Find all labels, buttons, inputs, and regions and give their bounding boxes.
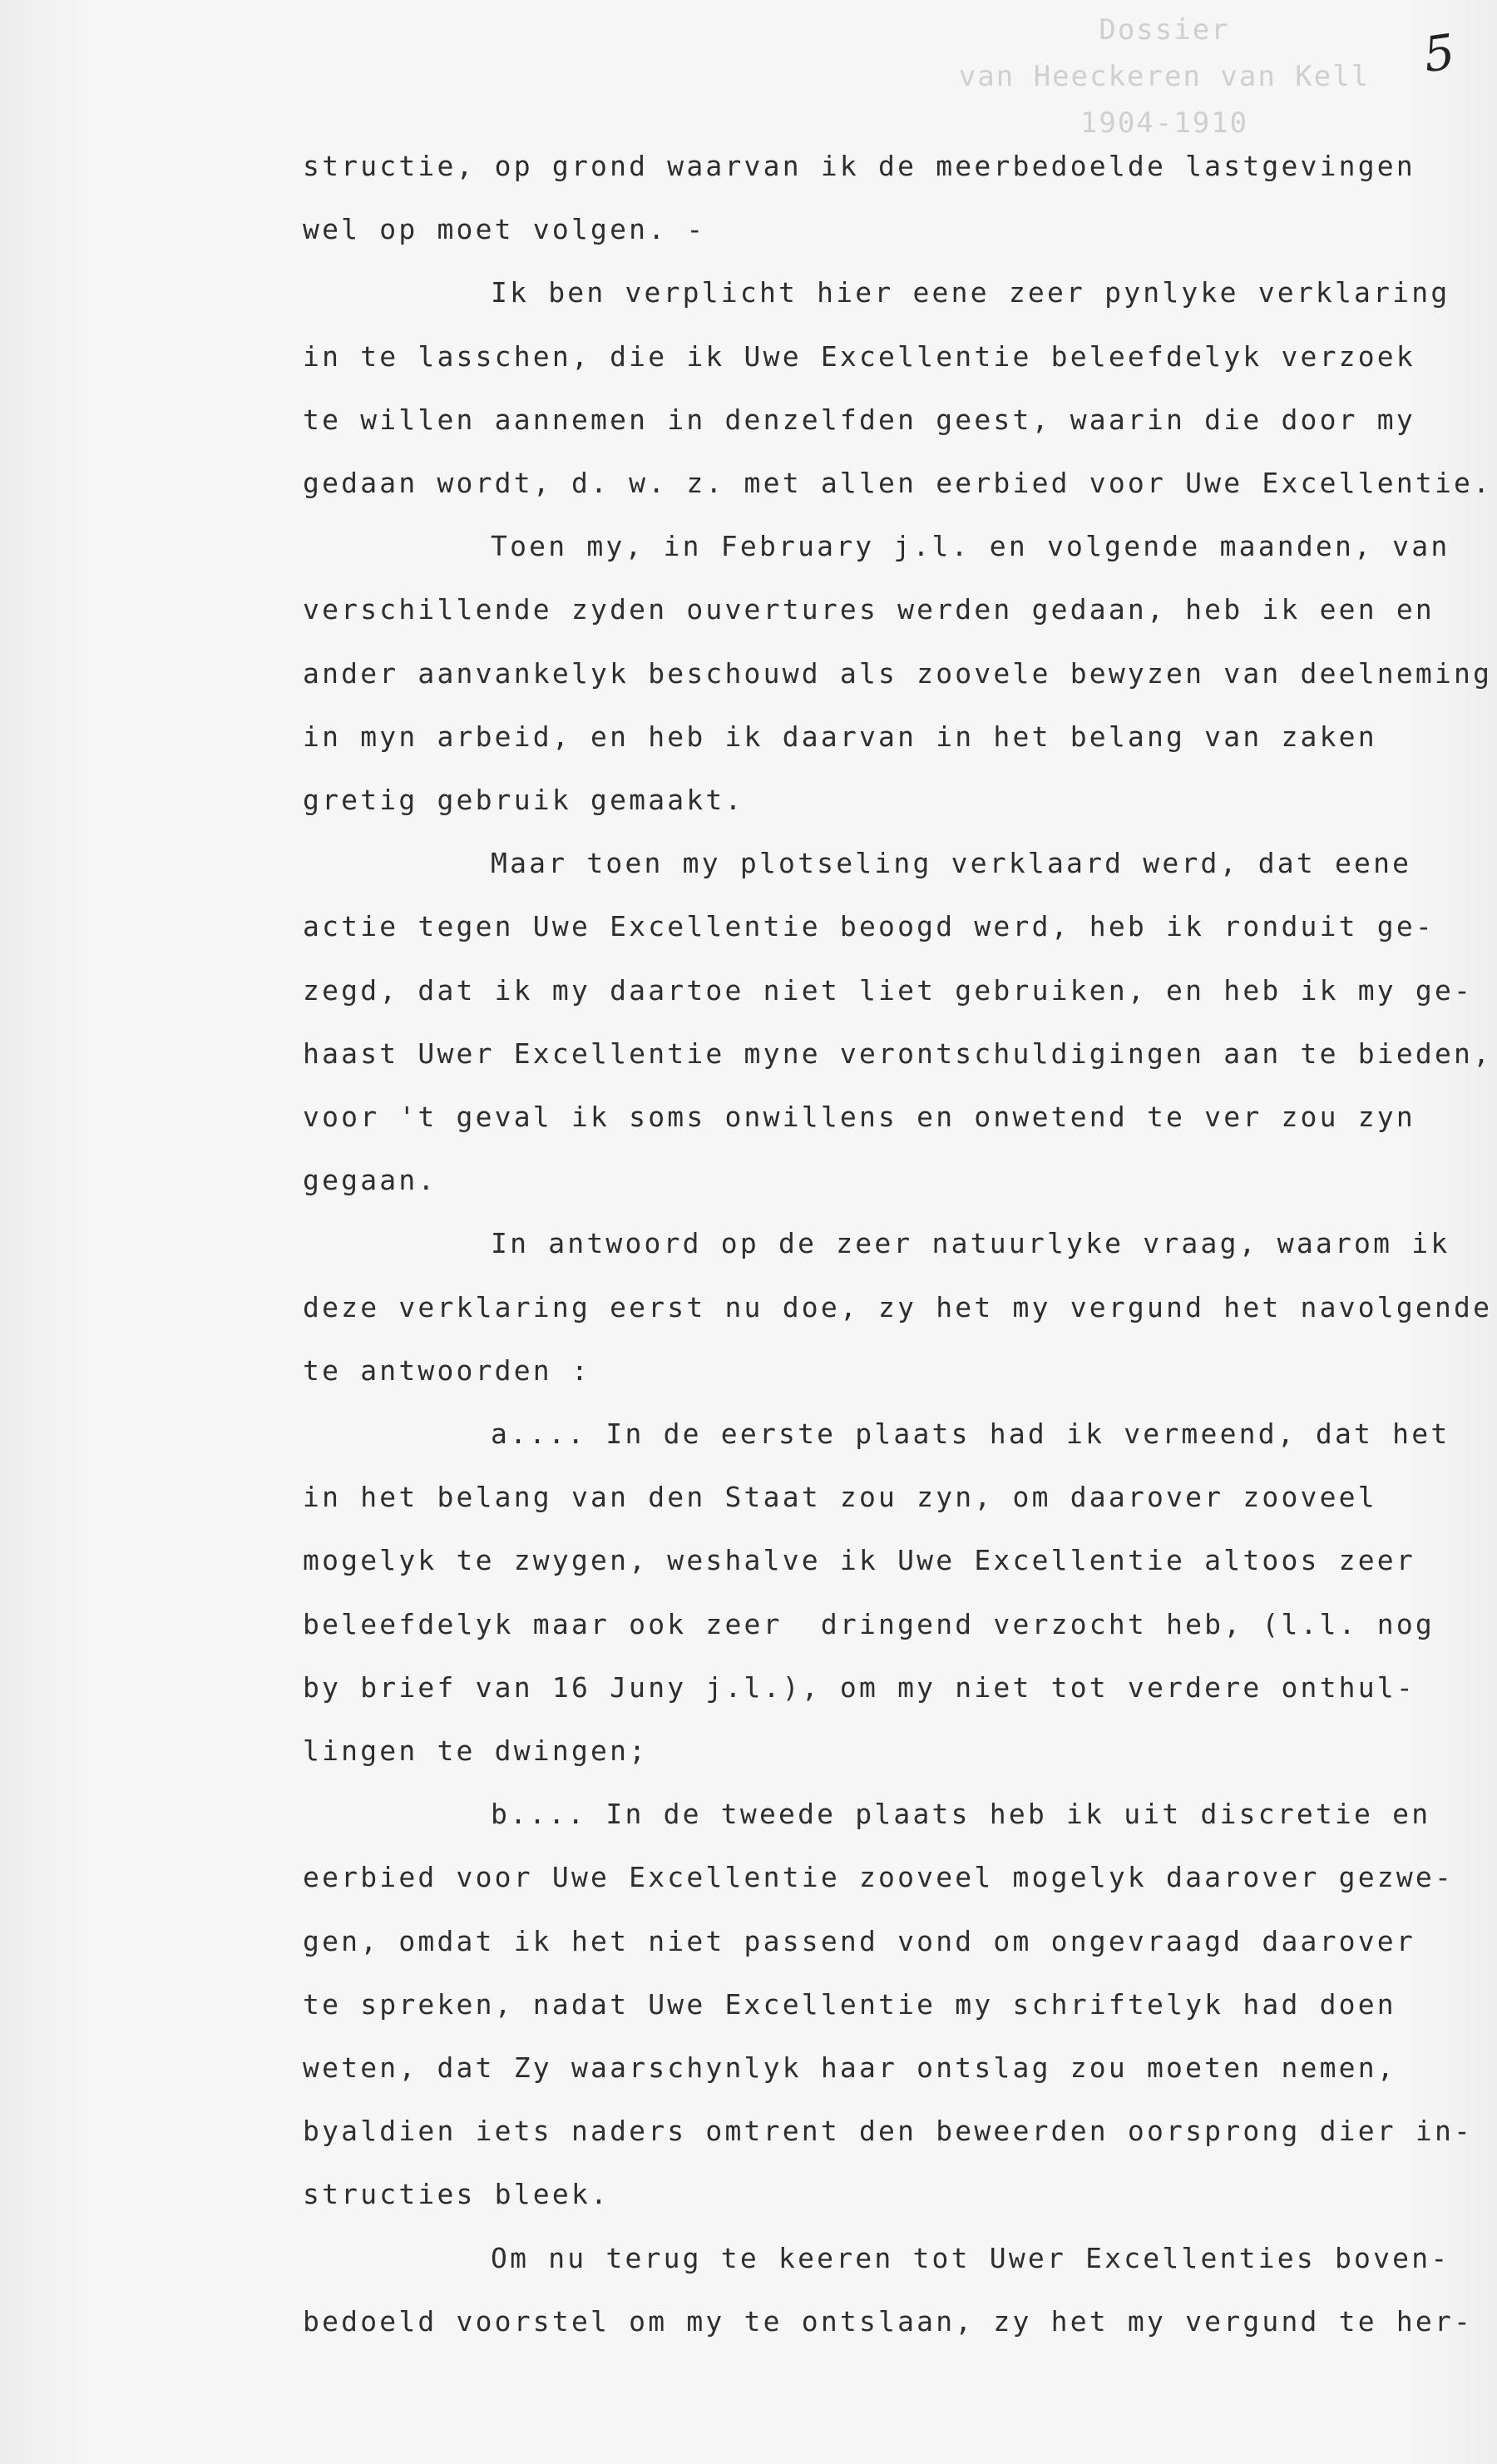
text-line: wel op moet volgen. - xyxy=(303,213,706,246)
text-line: verschillende zyden ouvertures werden gedaan, heb ik een en xyxy=(303,593,1435,626)
text-line: ander aanvankelyk beschouwd als zoovele bewyzen van deelneming xyxy=(303,656,1493,690)
text-line: bedoeld voorstel om my te ontslaan, zy het my vergund te her- xyxy=(303,2304,1474,2338)
archive-stamp xyxy=(898,7,1430,146)
text-line: actie tegen Uwe Excellentie beoogd werd, heb ik ronduit ge- xyxy=(303,910,1435,943)
text-line: structies bleek. xyxy=(303,2178,610,2211)
text-line: Toen my, in February j.l. en volgende maanden, van xyxy=(491,530,1450,563)
text-line: gegaan. xyxy=(303,1164,437,1197)
text-line: mogelyk te zwygen, weshalve ik Uwe Excellentie altoos zeer xyxy=(303,1544,1415,1577)
text-line: deze verklaring eerst nu doe, zy het my vergund het navolgende xyxy=(303,1290,1493,1324)
folio-number: 5 xyxy=(1420,22,1459,84)
text-line: in myn arbeid, en heb ik daarvan in het belang van zaken xyxy=(303,720,1377,753)
text-line: In antwoord op de zeer natuurlyke vraag, waarom ik xyxy=(491,1227,1450,1260)
text-line: Om nu terug te keeren tot Uwer Excellenties boven- xyxy=(491,2241,1450,2274)
text-line: Maar toen my plotseling verklaard werd, dat eene xyxy=(491,847,1412,880)
text-line: haast Uwer Excellentie myne verontschuldigingen aan te bieden, xyxy=(303,1037,1493,1070)
text-line: lingen te dwingen; xyxy=(303,1734,649,1767)
text-line: voor 't geval ik soms onwillens en onwetend te ver zou zyn xyxy=(303,1101,1415,1133)
text-line: beleefdelyk maar ook zeer dringend verzocht heb, (l.l. nog xyxy=(303,1607,1435,1640)
text-line: a.... In de eerste plaats had ik vermeend, dat het xyxy=(491,1418,1450,1450)
text-line: weten, dat Zy waarschynlyk haar ontslag zou moeten nemen, xyxy=(303,2051,1396,2084)
text-line: Ik ben verplicht hier eene zeer pynlyke verklaring xyxy=(491,276,1450,309)
text-line: structie, op grond waarvan ik de meerbedoelde lastgevingen xyxy=(303,150,1415,182)
text-line: gedaan wordt, d. w. z. met allen eerbied voor Uwe Excellentie. xyxy=(303,467,1493,499)
text-line: in het belang van den Staat zou zyn, om daarover zooveel xyxy=(303,1481,1377,1514)
text-line: te willen aannemen in denzelfden geest, waarin die door my xyxy=(303,403,1415,436)
text-line: te spreken, nadat Uwe Excellentie my schriftelyk had doen xyxy=(303,1987,1396,2021)
stamp-line-1: Dossier xyxy=(1099,13,1230,47)
text-line: by brief van 16 Juny j.l.), om my niet tot verdere onthul- xyxy=(303,1670,1415,1704)
text-line: zegd, dat ik my daartoe niet liet gebruiken, en heb ik my ge- xyxy=(303,973,1474,1007)
text-line: byaldien iets naders omtrent den beweerden oorsprong dier in- xyxy=(303,2115,1474,2148)
text-line: b.... In de tweede plaats heb ik uit discretie en xyxy=(491,1798,1431,1831)
text-line: gen, omdat ik het niet passend vond om ongevraagd daarover xyxy=(303,1924,1415,1957)
stamp-line-3: 1904-1910 xyxy=(1080,106,1249,140)
text-line: gretig gebruik gemaakt. xyxy=(303,784,744,816)
text-line: in te lasschen, die ik Uwe Excellentie beleefdelyk verzoek xyxy=(303,339,1415,373)
stamp-line-2: van Heeckeren van Kell xyxy=(958,60,1371,93)
text-line: eerbied voor Uwe Excellentie zooveel mogelyk daarover gezwe- xyxy=(303,1861,1455,1894)
text-line: te antwoorden : xyxy=(303,1353,591,1387)
